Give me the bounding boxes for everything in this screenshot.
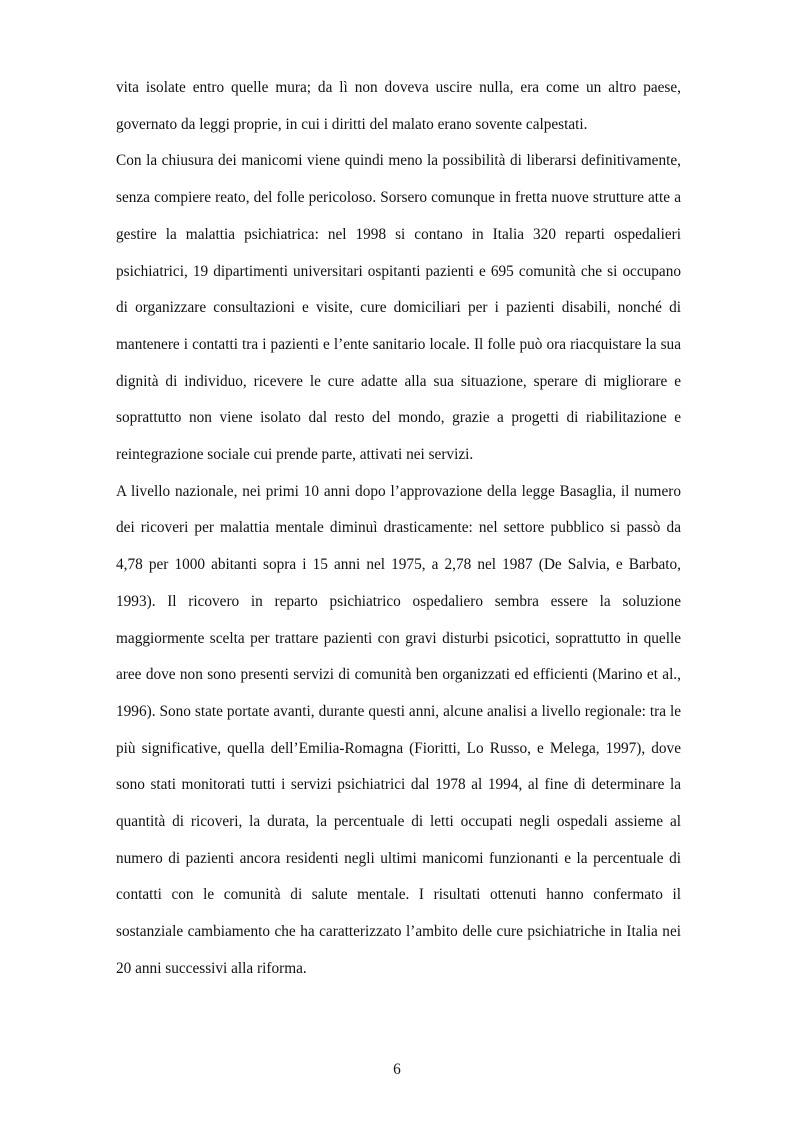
paragraph-chiusura-manicomi: Con la chiusura dei manicomi viene quindi meno la possibilità di liberarsi definitivamente, senza compiere reato, del folle pericoloso. Sorsero comunque in fretta nuove strutture atte a gestire la malattia psichiatrica: nel 1998 si contano in Italia 320 reparti ospedalieri psichiatrici, 19 dipartimenti universitari ospitanti pazienti e 695 comunità che si occupano di organizzare consultazioni e visite, cure domiciliari per i pazienti disabili, nonché di mantenere i contatti tra i pazienti e l’ente sanitario locale. Il folle può ora riacquistare la sua dignità di individuo, ricevere le cure adatte alla sua situazione, sperare di migliorare e soprattutto non viene isolato dal resto del mondo, grazie a progetti di riabilitazione e reintegrazione sociale cui prende parte, attivati nei servizi. [116,152,681,464]
paragraph-continuation: vita isolate entro quelle mura; da lì non doveva uscire nulla, era come un altro paese, governato da leggi proprie, in cui i diritti del malato erano sovente calpestati. [116,79,681,133]
page-number: 6 [393,1061,401,1078]
paragraph-livello-nazionale: A livello nazionale, nei primi 10 anni dopo l’approvazione della legge Basaglia, il numero dei ricoveri per malattia mentale diminuì drasticamente: nel settore pubblico si passò da 4,78 per 1000 abitanti sopra i 15 anni nel 1975, a 2,78 nel 1987 (De Salvia, e Barbato, 1993). Il ricovero in reparto psichiatrico ospedaliero sembra essere la soluzione maggiormente scelta per trattare pazienti con gravi disturbi psicotici, soprattutto in quelle aree dove non sono presenti servizi di comunità ben organizzati ed efficienti (Marino et al., 1996). Sono state portate avanti, durante questi anni, alcune analisi a livello regionale: tra le più significative, quella dell’Emilia-Romagna (Fioritti, Lo Russo, e Melega, 1997), dove sono stati monitorati tutti i servizi psichiatrici dal 1978 al 1994, al fine di determinare la quantità di ricoveri, la durata, la percentuale di letti occupati negli ospedali assieme al numero di pazienti ancora residenti negli ultimi manicomi funzionanti e la percentuale di contatti con le comunità di salute mentale. I risultati ottenuti hanno confermato il sostanziale cambiamento che ha caratterizzato l’ambito delle cure psichiatriche in Italia nei 20 anni successivi alla riforma. [116,482,681,977]
document-body [116,70,681,988]
